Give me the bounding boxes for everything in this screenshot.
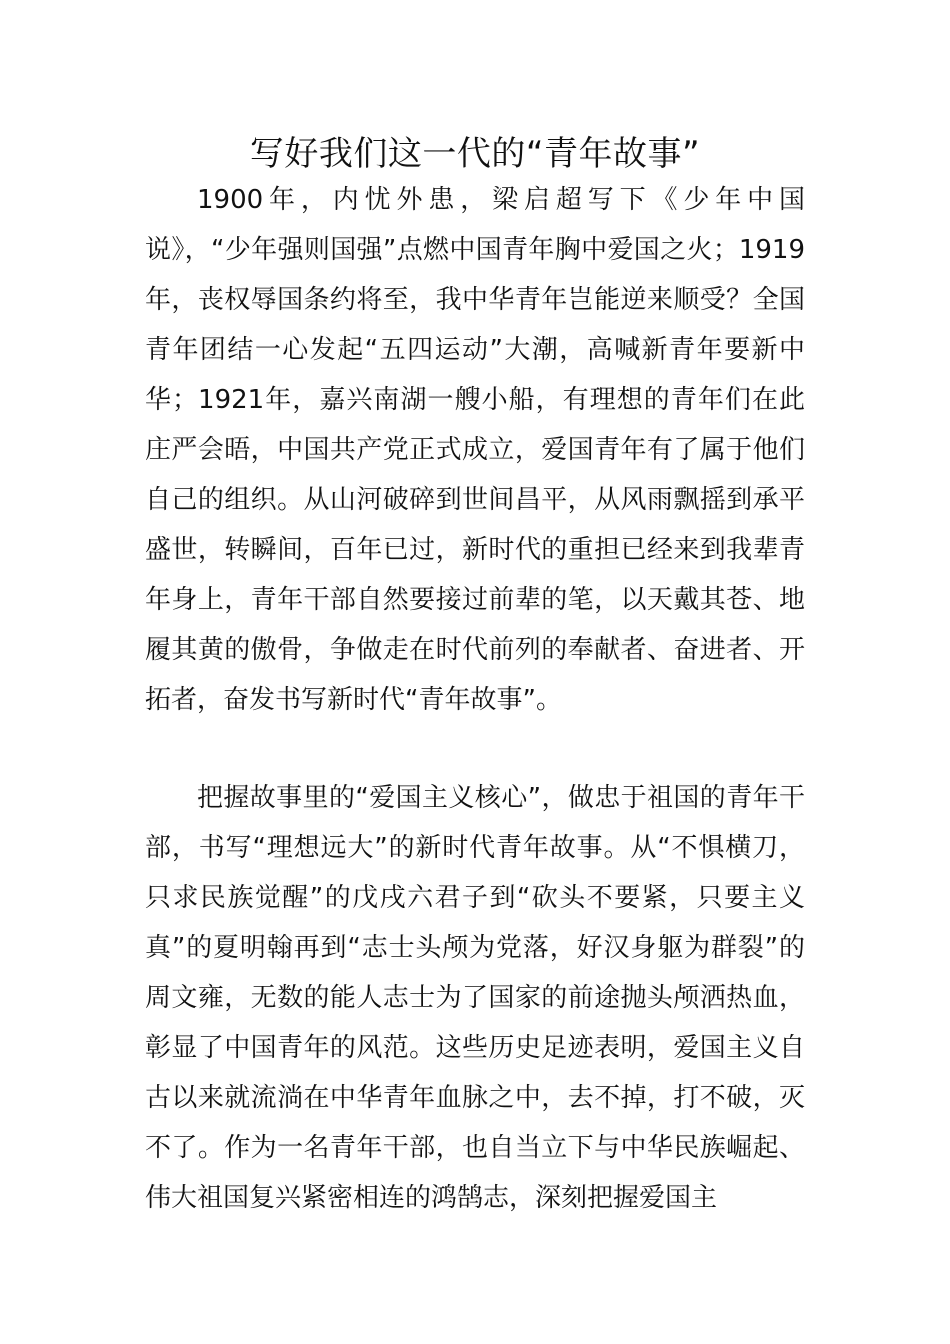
- document-title: 写好我们这一代的“青年故事”: [249, 134, 701, 174]
- paragraph-patriotism: 把握故事里的“爱国主义核心”，做忠于祖国的青年干部，书写“理想远大”的新时代青年故事。从“不惧横刀，只求民族觉醒”的戊戌六君子到“砍头不要紧，只要主义真”的夏明翰再到“志士头颅为党落，好汉身躯为群裂”的周文雍，无数的能人志士为了国家的前途抛头颅洒热血，彰显了中国青年的风范。这些历史足迹表明，爱国主义自古以来就流淌在中华青年血脉之中，去不掉，打不破，灭不了。作为一名青年干部，也自当立下与中华民族崛起、伟大祖国复兴紧密相连的鸿鹄志，深刻把握爱国主: [145, 783, 805, 1213]
- paragraph-intro: 1900年，内忧外患，梁启超写下《少年中国说》，“少年强则国强”点燃中国青年胸中爱国之火；1919年，丧权辱国条约将至，我中华青年岂能逆来顺受？全国青年团结一心发起“五四运动”大潮，高喊新青年要新中华；1921年，嘉兴南湖一艘小船，有理想的青年们在此庄严会晤，中国共产党正式成立，爱国青年有了属于他们自己的组织。从山河破碎到世间昌平，从风雨飘摇到承平盛世，转瞬间，百年已过，新时代的重担已经来到我辈青年身上，青年干部自然要接过前辈的笔，以天戴其苍、地履其黄的傲骨，争做走在时代前列的奉献者、奋进者、开拓者，奋发书写新时代“青年故事”。: [145, 185, 805, 715]
